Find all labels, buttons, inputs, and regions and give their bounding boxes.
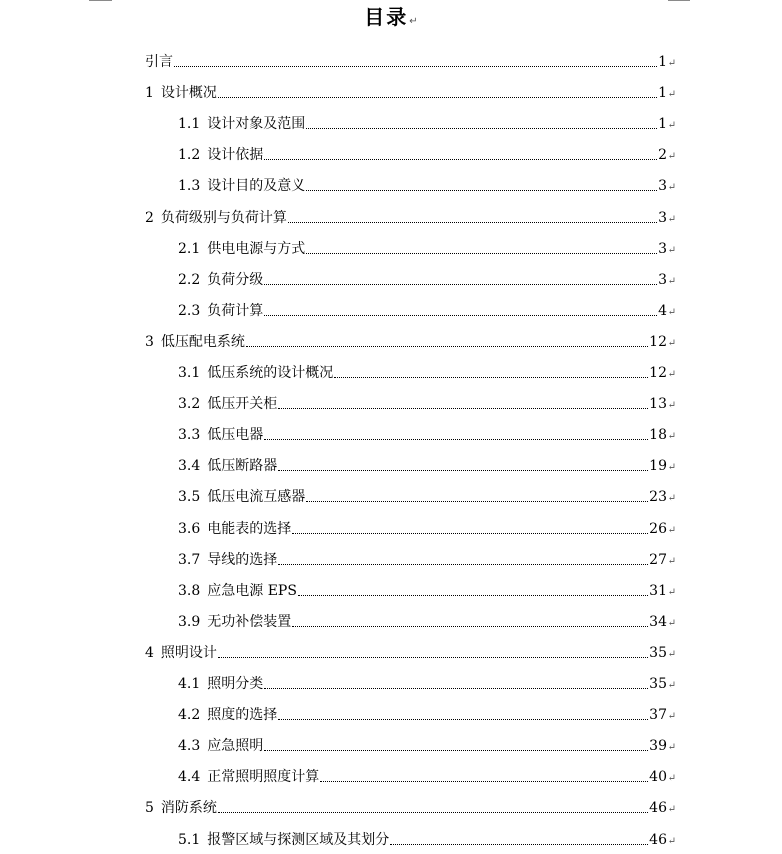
paragraph-mark-icon: ↵ xyxy=(667,244,676,256)
paragraph-mark-icon: ↵ xyxy=(667,213,676,225)
toc-dot-leader xyxy=(218,96,657,98)
toc-dot-leader xyxy=(306,189,657,191)
paragraph-mark-icon: ↵ xyxy=(667,182,676,194)
toc-entry-page-number: 12 xyxy=(649,365,667,381)
paragraph-mark-icon: ↵ xyxy=(667,648,676,660)
paragraph-mark-icon: ↵ xyxy=(667,431,676,443)
toc-entry-page-number: 46 xyxy=(649,831,667,848)
toc-dot-leader xyxy=(278,563,648,565)
toc-entry[interactable] xyxy=(145,631,676,662)
toc-dot-leader xyxy=(306,252,657,254)
toc-entry-title: 低压电流互感器 xyxy=(207,489,306,506)
toc-entry-number: 1.3 xyxy=(178,178,201,195)
toc-entry[interactable] xyxy=(145,71,676,102)
toc-entry-title: 设计目的及意义 xyxy=(207,178,306,195)
toc-entry-number: 3.4 xyxy=(178,458,201,475)
toc-entry-page-number: 2 xyxy=(658,147,667,164)
toc-entry-title: 报警区域与探测区域及其划分 xyxy=(207,831,390,848)
toc-entry[interactable] xyxy=(178,227,676,258)
toc-entry-page-number: 34 xyxy=(649,613,667,630)
paragraph-mark-icon: ↵ xyxy=(667,89,676,101)
toc-entry[interactable] xyxy=(178,538,676,569)
toc-entry-number: 3.6 xyxy=(178,520,201,537)
toc-entry-title: 低压开关柜 xyxy=(207,396,278,413)
toc-entry-title: 引言 xyxy=(145,54,173,70)
toc-entry[interactable] xyxy=(178,133,676,164)
paragraph-mark-icon: ↵ xyxy=(667,306,676,318)
toc-dot-leader xyxy=(292,625,648,627)
toc-entry-page-number: 19 xyxy=(649,458,667,475)
toc-entry-number: 2.2 xyxy=(178,271,201,288)
toc-entry-number: 2 xyxy=(145,209,154,226)
toc-entry[interactable] xyxy=(178,413,676,444)
toc-dot-leader xyxy=(246,345,648,347)
toc-entry[interactable] xyxy=(178,164,676,195)
toc-dot-leader xyxy=(390,843,648,845)
toc-entry[interactable] xyxy=(178,662,676,693)
toc-entry-page-number: 35 xyxy=(649,676,667,692)
toc-entry-page-number: 18 xyxy=(649,427,667,444)
toc-entry-page-number: 23 xyxy=(649,489,667,506)
toc-dot-leader xyxy=(288,221,657,223)
paragraph-mark-icon: ↵ xyxy=(667,275,676,287)
paragraph-mark-icon: ↵ xyxy=(667,369,676,380)
toc-entry[interactable] xyxy=(178,289,676,320)
toc-dot-leader xyxy=(278,407,648,409)
toc-entry-title: 低压电器 xyxy=(207,427,264,444)
toc-entry[interactable] xyxy=(145,320,676,351)
toc-entry-title: 设计依据 xyxy=(207,147,264,164)
toc-dot-leader xyxy=(264,749,648,751)
toc-entry-title: 低压断路器 xyxy=(207,458,278,475)
toc-entry-title: 低压系统的设计概况 xyxy=(207,365,334,381)
paragraph-mark-icon: ↵ xyxy=(667,586,676,598)
toc-entry-number: 3.2 xyxy=(178,396,201,413)
toc-dot-leader xyxy=(264,314,657,316)
toc-entry-page-number: 1 xyxy=(658,116,667,133)
toc-dot-leader xyxy=(278,469,648,471)
toc-entry-page-number: 31 xyxy=(649,582,667,599)
toc-entry-page-number: 35 xyxy=(649,644,667,661)
toc-entry-number: 2.1 xyxy=(178,240,201,257)
toc-entry-page-number: 12 xyxy=(649,333,667,350)
paragraph-mark-icon: ↵ xyxy=(667,462,676,474)
toc-dot-leader xyxy=(298,594,648,596)
toc-entry-page-number: 37 xyxy=(649,707,667,724)
paragraph-mark-icon: ↵ xyxy=(667,711,676,723)
toc-dot-leader xyxy=(334,376,648,378)
toc-entry[interactable] xyxy=(145,40,676,71)
toc-entry-number: 1 xyxy=(145,85,154,102)
toc-entry-title: 正常照明照度计算 xyxy=(207,769,320,786)
toc-entry-title: 负荷计算 xyxy=(207,302,264,319)
toc-entry-page-number: 3 xyxy=(658,271,667,288)
toc-entry-number: 3.7 xyxy=(178,551,201,568)
toc-entry[interactable] xyxy=(178,600,676,631)
toc-entry-number: 5.1 xyxy=(178,831,201,848)
paragraph-mark-icon: ↵ xyxy=(667,773,676,785)
toc-entry[interactable] xyxy=(178,351,676,382)
toc-entry-page-number: 40 xyxy=(649,769,667,786)
toc-entry-title: 照明设计 xyxy=(160,644,217,661)
toc-entry[interactable] xyxy=(178,818,676,849)
toc-entry[interactable] xyxy=(178,507,676,538)
paragraph-mark-icon: ↵ xyxy=(667,337,676,349)
toc-entry[interactable] xyxy=(178,724,676,755)
paragraph-mark-icon: ↵ xyxy=(667,555,676,567)
toc-entry-page-number: 26 xyxy=(649,520,667,537)
paragraph-mark-icon: ↵ xyxy=(667,680,676,691)
toc-entry-page-number: 1 xyxy=(658,54,667,70)
toc-entry[interactable] xyxy=(145,786,676,817)
toc-entry-title: 设计概况 xyxy=(160,85,217,102)
paragraph-mark-icon: ↵ xyxy=(667,835,676,847)
toc-entry-title: 照明分类 xyxy=(207,676,264,692)
toc-entry-page-number: 46 xyxy=(649,800,667,817)
toc-entry-title: 供电电源与方式 xyxy=(207,240,306,257)
toc-entry-title: 电能表的选择 xyxy=(207,520,292,537)
toc-entry-title: 设计对象及范围 xyxy=(207,116,306,133)
toc-entry-title: 负荷分级 xyxy=(207,271,264,288)
toc-dot-leader xyxy=(264,158,657,160)
toc-entry-number: 1.1 xyxy=(178,116,201,133)
toc-heading xyxy=(0,3,782,36)
toc-entry-page-number: 3 xyxy=(658,209,667,226)
toc-entry[interactable] xyxy=(178,382,676,413)
toc-entry-page-number: 1 xyxy=(658,85,667,102)
toc-entry-title: 照度的选择 xyxy=(207,707,278,724)
toc-entry-title: 低压配电系统 xyxy=(160,333,245,350)
toc-entry-title: 负荷级别与负荷计算 xyxy=(160,209,287,226)
toc-entry-number: 4 xyxy=(145,644,154,661)
toc-entry-number: 3.5 xyxy=(178,489,201,506)
toc-entry-title: 应急照明 xyxy=(207,738,264,755)
toc-entry-number: 3 xyxy=(145,333,154,350)
toc-entry-number: 4.4 xyxy=(178,769,201,786)
toc-entry[interactable] xyxy=(178,693,676,724)
toc-dot-leader xyxy=(320,780,648,782)
paragraph-mark-icon: ↵ xyxy=(667,400,676,412)
toc-entry-number: 3.8 xyxy=(178,582,201,599)
toc-entry[interactable] xyxy=(178,258,676,289)
paragraph-mark-icon: ↵ xyxy=(667,493,676,505)
toc-entry-number: 3.3 xyxy=(178,427,201,444)
toc-dot-leader xyxy=(218,656,648,658)
toc-dot-leader xyxy=(264,283,657,285)
paragraph-mark-icon: ↵ xyxy=(667,58,676,69)
paragraph-mark-icon: ↵ xyxy=(667,617,676,629)
toc-dot-leader xyxy=(306,500,648,502)
toc-entry-page-number: 13 xyxy=(649,396,667,413)
toc-entry-title: 无功补偿装置 xyxy=(207,613,292,630)
page-corner-mark-left xyxy=(89,0,112,1)
toc-entry[interactable] xyxy=(178,755,676,786)
toc-entry-title: 消防系统 xyxy=(160,800,217,817)
toc-dot-leader xyxy=(278,718,648,720)
toc-dot-leader xyxy=(218,811,648,813)
toc-entry-page-number: 39 xyxy=(649,738,667,755)
toc-entry-title: 导线的选择 xyxy=(207,551,278,568)
toc-entry-number: 4.2 xyxy=(178,707,201,724)
toc-entry-number: 1.2 xyxy=(178,147,201,164)
toc-entry-title: 应急电源 EPS xyxy=(207,582,297,599)
toc-entry-number: 3.1 xyxy=(178,365,201,381)
toc-entry-page-number: 3 xyxy=(658,240,667,257)
toc-entry-page-number: 4 xyxy=(658,302,667,319)
toc-entry[interactable] xyxy=(145,196,676,227)
paragraph-mark-icon: ↵ xyxy=(667,120,676,132)
toc-entry[interactable] xyxy=(178,444,676,475)
paragraph-mark-icon: ↵ xyxy=(667,524,676,536)
toc-entry-number: 4.1 xyxy=(178,676,201,692)
toc-entry-page-number: 3 xyxy=(658,178,667,195)
toc-entry[interactable] xyxy=(178,569,676,600)
toc-dot-leader xyxy=(264,438,648,440)
toc-dot-leader xyxy=(306,127,657,129)
toc-dot-leader xyxy=(264,687,648,689)
paragraph-mark-icon: ↵ xyxy=(667,804,676,816)
toc-entry-number: 2.3 xyxy=(178,302,201,319)
toc-heading-text: 目录 xyxy=(364,5,409,29)
toc-entry-number: 3.9 xyxy=(178,613,201,630)
paragraph-mark-icon: ↵ xyxy=(667,742,676,754)
toc-dot-leader xyxy=(292,532,648,534)
toc-entry-number: 5 xyxy=(145,800,154,817)
paragraph-mark-icon: ↵ xyxy=(409,16,418,27)
paragraph-mark-icon: ↵ xyxy=(667,151,676,163)
toc-entry[interactable] xyxy=(178,475,676,506)
toc-entry[interactable] xyxy=(178,102,676,133)
page-corner-mark-right xyxy=(668,0,690,1)
toc-dot-leader xyxy=(174,65,657,67)
toc-entry-number: 4.3 xyxy=(178,738,201,755)
toc-entry-page-number: 27 xyxy=(649,551,667,568)
